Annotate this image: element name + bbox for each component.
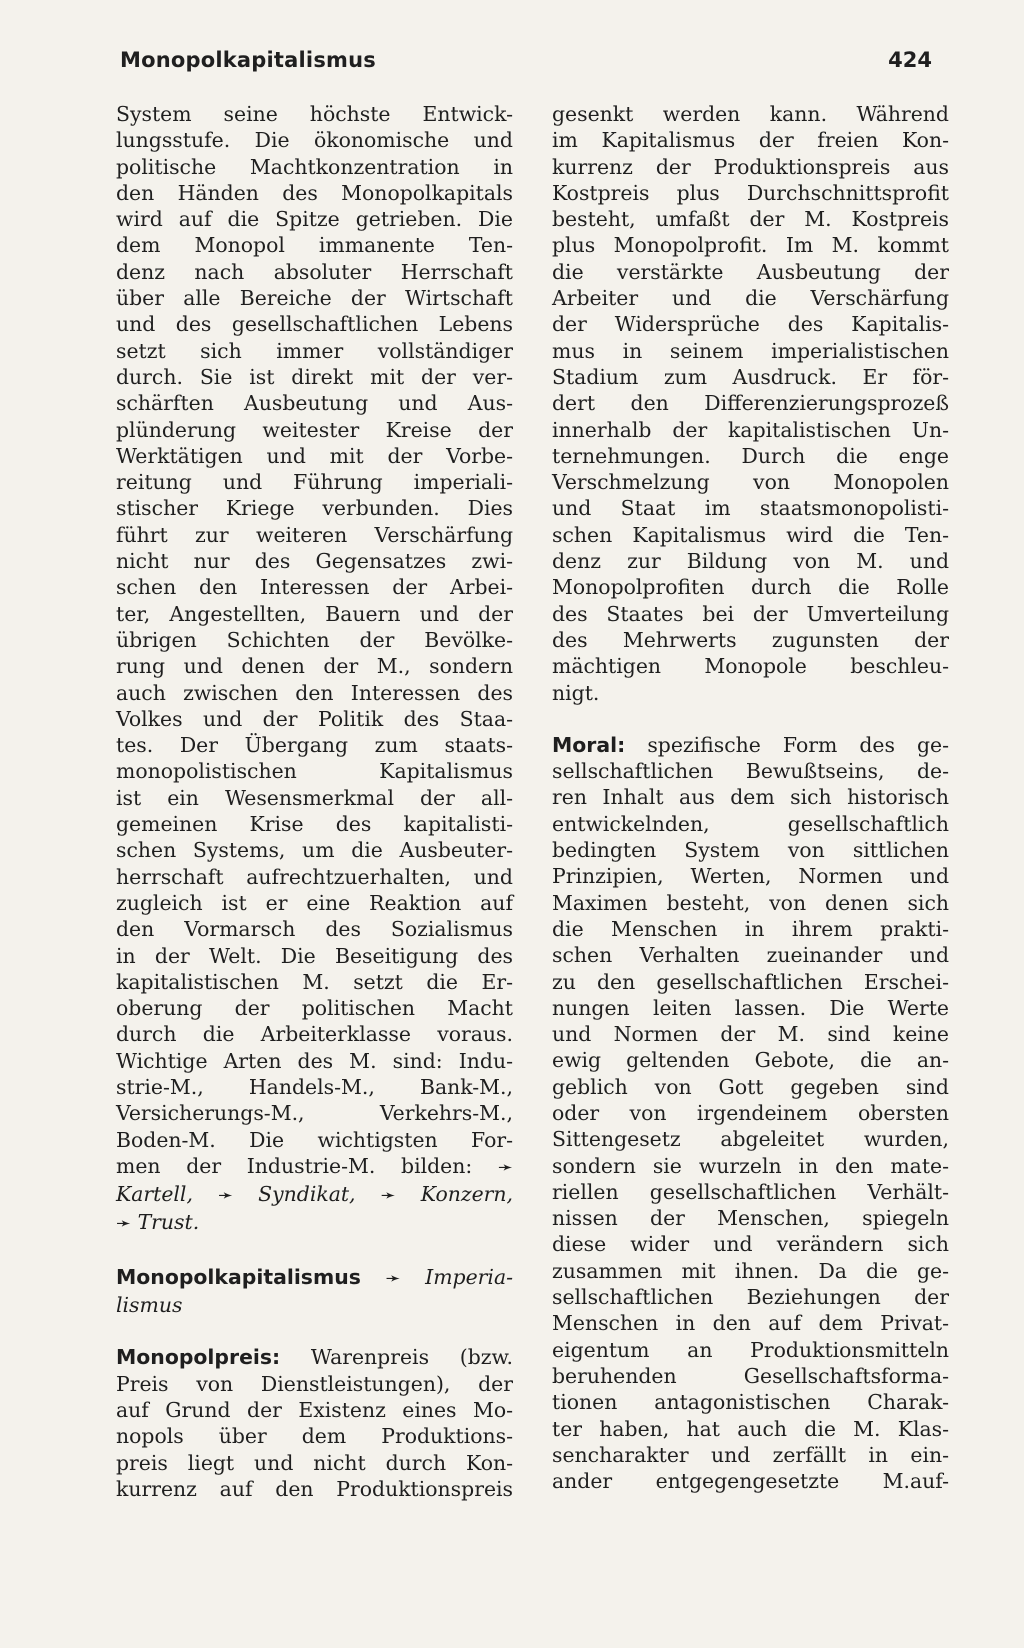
entry-headline [116, 1264, 513, 1292]
text-line [116, 1292, 513, 1318]
text-line: Wichtige Arten des M. sind: Indu- [116, 1048, 513, 1073]
cross-reference-syndikat[interactable]: Syndikat, [258, 1182, 356, 1207]
page-header [120, 48, 952, 82]
text-line: Kostpreis plus Durchschnittsprofit [552, 180, 949, 205]
entry-continuation [552, 101, 949, 706]
text-line: sellschaftlichen Bewußtseins, de- [552, 759, 949, 784]
entry-gap [116, 1318, 513, 1344]
text-line: zusammen mit ihnen. Da die ge- [552, 1258, 949, 1283]
text-line: auf Grund der Existenz eines Mo- [116, 1397, 513, 1422]
text-line: politische Machtkonzentration in [116, 154, 513, 179]
cross-reference-imperialismus[interactable]: Imperia- [425, 1264, 513, 1289]
text-line: stischer Kriege verbunden. Dies [116, 496, 513, 521]
text-line: Maximen besteht, von denen sich [552, 890, 949, 915]
entry-continuation [116, 101, 513, 1153]
text-line: Stadium zum Ausdruck. Er för- [552, 364, 949, 389]
text-line: kurrenz der Produktionspreis aus [552, 154, 949, 179]
text-line: ternehmungen. Durch die enge [552, 443, 949, 468]
entry-headword: Monopolkapitalismus [116, 1264, 361, 1289]
text-line: über alle Bereiche der Wirtschaft [116, 286, 513, 311]
left-column [116, 101, 513, 1502]
text-line: schen den Interessen der Arbei- [116, 575, 513, 600]
text-line: den Vormarsch des Sozialismus [116, 917, 513, 942]
text-line: plus Monopolprofit. Im M. kommt [552, 233, 949, 258]
entry-headword: Moral: [552, 732, 626, 757]
text-line: Prinzipien, Werten, Normen und [552, 864, 949, 889]
text-line: System seine höchste Entwick- [116, 102, 513, 126]
text-line: kapitalistischen M. setzt die Er- [116, 969, 513, 994]
text-line: lungsstufe. Die ökonomische und [116, 128, 513, 153]
text-line: Verschmelzung von Monopolen [552, 470, 949, 495]
text-line: schen Verhalten zueinander und [552, 943, 949, 968]
text-line: kurrenz auf den Produktionspreis [116, 1476, 513, 1501]
text-line: denz nach absoluter Herrschaft [116, 259, 513, 284]
text-line: gemeinen Krise des kapitalisti- [116, 812, 513, 837]
text-line: nissen der Menschen, spiegeln [552, 1206, 949, 1231]
text-line: Menschen in den auf dem Privat- [552, 1311, 949, 1336]
text-line: reitung und Führung imperiali- [116, 470, 513, 495]
text-line: des Mehrwerts zugunsten der [552, 627, 949, 652]
text-line: den Händen des Monopolkapitals [116, 180, 513, 205]
text-line: Arbeiter und die Verschärfung [552, 286, 949, 311]
text-line: sondern sie wurzeln in den mate- [552, 1153, 949, 1178]
text-line: bedingten System von sittlichen [552, 838, 949, 863]
text-line: schen Systems, um die Ausbeuter- [116, 838, 513, 863]
text-line: riellen gesellschaftlichen Verhält- [552, 1179, 949, 1204]
text-line: mus in seinem imperialistischen [552, 338, 949, 363]
text-line: führt zur weiteren Verschärfung [116, 522, 513, 547]
text-line: durch. Sie ist direkt mit der ver- [116, 364, 513, 389]
text-line: übrigen Schichten der Bevölke- [116, 627, 513, 652]
text-line: in der Welt. Die Beseitigung des [116, 943, 513, 968]
right-column [552, 101, 949, 1494]
text-line: ter haben, hat auch die M. Klas- [552, 1416, 949, 1441]
text-line: Preis von Dienstleistungen), der [116, 1371, 513, 1396]
text-line: plünderung weitester Kreise der [116, 417, 513, 442]
text-line: Monopolprofiten durch die Rolle [552, 575, 949, 600]
text-line: dem Monopol immanente Ten- [116, 233, 513, 258]
entry-headline: Monopolpreis: Warenpreis (bzw. [116, 1345, 513, 1370]
cross-reference-arrow-icon: ➛ [116, 1213, 132, 1235]
entry-headword: Monopolpreis: [116, 1345, 281, 1370]
cross-reference-arrow-icon: ➛ [380, 1185, 396, 1207]
cross-reference-arrow-icon: ➛ [385, 1267, 401, 1289]
text-line: ter, Angestellten, Bauern und der [116, 601, 513, 626]
text-line: auch zwischen den Interessen des [116, 680, 513, 705]
text-line: des Staates bei der Umverteilung [552, 601, 949, 626]
text-line: strie-M., Handels-M., Bank-M., [116, 1074, 513, 1099]
text-line: zugleich ist er eine Reaktion auf [116, 890, 513, 915]
text-line: nopols über dem Produktions- [116, 1424, 513, 1449]
text-line: entwickelnden, gesellschaftlich [552, 811, 949, 836]
text-line: nicht nur des Gegensatzes zwi- [116, 549, 513, 574]
text-line: eigentum an Produktionsmitteln [552, 1337, 949, 1362]
entry-headline: Moral: spezifische Form des ge- [552, 732, 950, 757]
text-line: nungen leiten lassen. Die Werte [552, 995, 949, 1020]
text-line: rung und denen der M., sondern [116, 654, 513, 679]
text-line: schärften Ausbeutung und Aus- [116, 391, 513, 416]
text-line: denz zur Bildung von M. und [552, 549, 949, 574]
cross-reference-trust[interactable]: Trust. [137, 1210, 200, 1235]
entry-body [116, 1371, 513, 1502]
text-line: die Menschen in ihrem prakti- [552, 916, 949, 941]
text-line: wird auf die Spitze getrieben. Die [116, 207, 513, 232]
text-line: oder von irgendeinem obersten [552, 1100, 949, 1125]
text-line [116, 1181, 513, 1209]
text-line: ren Inhalt aus dem sich historisch [552, 785, 949, 810]
cross-reference-konzern[interactable]: Konzern, [420, 1182, 514, 1207]
text-line: dert den Differenzierungsprozeß [552, 391, 949, 416]
text-line: beruhenden Gesellschaftsforma- [552, 1363, 949, 1388]
text-line: men der Industrie-M. bilden: ➛ [116, 1153, 513, 1178]
text-line: Werktätigen und mit der Vorbe- [116, 443, 513, 468]
text-line: setzt sich immer vollständiger [116, 338, 513, 363]
text-line: diese wider und verändern sich [552, 1232, 949, 1257]
text-line: und Normen der M. sind keine [552, 1022, 949, 1047]
page-number: 424 [888, 48, 932, 72]
text-line: ist ein Wesensmerkmal der all- [116, 785, 513, 810]
text-line: ander entgegengesetzte M.auf- [552, 1469, 949, 1494]
text-line: sencharakter und zerfällt in ein- [552, 1442, 949, 1467]
text-line: oberung der politischen Macht [116, 996, 513, 1021]
text-line: gesenkt werden kann. Während [552, 102, 949, 126]
cross-reference-imperialismus-continued[interactable]: lismus [116, 1293, 183, 1318]
text-line: im Kapitalismus der freien Kon- [552, 128, 949, 153]
cross-reference-kartell[interactable]: Kartell, [116, 1182, 193, 1207]
text-line: preis liegt und nicht durch Kon- [116, 1450, 513, 1475]
text-line: tionen antagonistischen Charak- [552, 1390, 949, 1415]
text-line: mächtigen Monopole beschleu- [552, 654, 949, 679]
text-line: nigt. [552, 680, 600, 705]
entry-gap [552, 706, 949, 732]
running-head: Monopolkapitalismus [120, 48, 376, 72]
text-line [116, 1209, 513, 1237]
entry-body [552, 758, 949, 1494]
text-line: zu den gesellschaftlichen Erschei- [552, 969, 949, 994]
text-line: Boden-M. Die wichtigsten For- [116, 1127, 513, 1152]
text-line: ewig geltenden Gebote, die an- [552, 1048, 949, 1073]
text-line: besteht, umfaßt der M. Kostpreis [552, 207, 949, 232]
text-line: Versicherungs-M., Verkehrs-M., [116, 1101, 513, 1126]
entry-gap [116, 1238, 513, 1264]
text-line: monopolistischen Kapitalismus [116, 759, 513, 784]
text-line: sellschaftlichen Beziehungen der [552, 1285, 949, 1310]
text-line: Sittengesetz abgeleitet wurden, [552, 1127, 949, 1152]
text-line: Volkes und der Politik des Staa- [116, 706, 513, 731]
text-line: durch die Arbeiterklasse voraus. [116, 1022, 513, 1047]
text-line: und des gesellschaftlichen Lebens [116, 312, 513, 337]
cross-reference-arrow-icon: ➛ [497, 1156, 513, 1178]
text-line: tes. Der Übergang zum staats- [116, 733, 513, 758]
text-line: der Widersprüche des Kapitalis- [552, 312, 949, 337]
text-line: innerhalb der kapitalistischen Un- [552, 417, 949, 442]
text-line: schen Kapitalismus wird die Ten- [552, 522, 949, 547]
text-line: geblich von Gott gegeben sind [552, 1074, 949, 1099]
text-line: und Staat im staatsmonopolisti- [552, 496, 949, 521]
text-line: die verstärkte Ausbeutung der [552, 259, 949, 284]
cross-reference-arrow-icon: ➛ [218, 1185, 234, 1207]
text-line: herrschaft aufrechtzuerhalten, und [116, 864, 513, 889]
